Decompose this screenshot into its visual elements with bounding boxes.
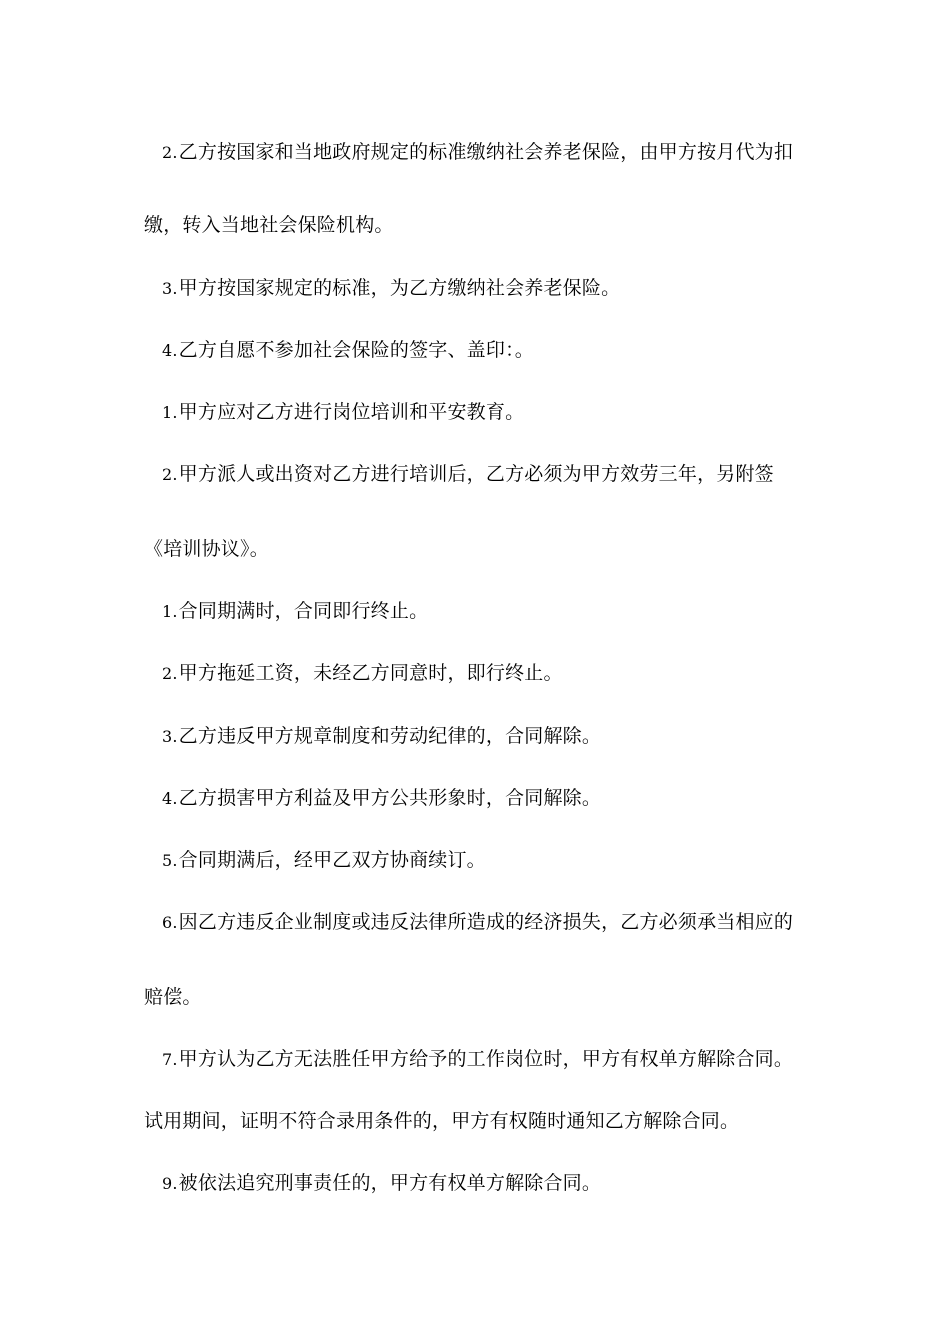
paragraph-text: 乙方自愿不参加社会保险的签字、盖印：。 [178, 339, 534, 361]
paragraph-text: 甲方派人或出资对乙方进行培训后，乙方必须为甲方效劳三年，另附签 [178, 463, 774, 485]
paragraph-text: 因乙方违反企业制度或违反法律所造成的经济损失，乙方必须承当相应的 [178, 911, 794, 933]
item-number: 4. [162, 341, 178, 360]
item-number: 1. [162, 403, 178, 422]
item-number: 4. [162, 789, 178, 808]
paragraph [162, 462, 774, 487]
item-number: 2. [162, 465, 178, 484]
paragraph [162, 599, 428, 624]
paragraph [162, 786, 601, 811]
paragraph-text: 甲方拖延工资，未经乙方同意时，即行终止。 [178, 662, 563, 684]
paragraph [162, 910, 793, 935]
item-number: 2. [162, 143, 178, 162]
paragraph [162, 1171, 601, 1196]
paragraph [162, 140, 793, 165]
item-number: 1. [162, 602, 178, 621]
paragraph [162, 661, 563, 686]
paragraph-text: 被依法追究刑事责任的，甲方有权单方解除合同。 [178, 1172, 602, 1194]
paragraph-continuation [144, 1109, 739, 1133]
paragraph-continuation [144, 537, 269, 561]
paragraph [162, 724, 601, 749]
paragraph-text: 乙方按国家和当地政府规定的标准缴纳社会养老保险，由甲方按月代为扣 [178, 141, 794, 163]
paragraph-text: 甲方应对乙方进行岗位培训和平安教育。 [178, 401, 525, 423]
paragraph-text: 合同期满时，合同即行终止。 [178, 600, 429, 622]
paragraph [162, 276, 620, 301]
item-number: 5. [162, 851, 178, 870]
paragraph-continuation [144, 213, 394, 237]
item-number: 9. [162, 1174, 178, 1193]
item-number: 2. [162, 664, 178, 683]
paragraph-text: 《培训协议》。 [144, 538, 269, 560]
item-number: 7. [162, 1050, 178, 1069]
paragraph-continuation [144, 985, 202, 1009]
paragraph-text: 试用期间，证明不符合录用条件的，甲方有权随时通知乙方解除合同。 [144, 1110, 740, 1132]
paragraph-text: 甲方按国家规定的标准，为乙方缴纳社会养老保险。 [178, 277, 621, 299]
paragraph [162, 400, 524, 425]
paragraph-text: 缴，转入当地社会保险机构。 [144, 214, 394, 236]
paragraph [162, 848, 486, 873]
paragraph-text: 赔偿。 [144, 986, 202, 1008]
item-number: 3. [162, 727, 178, 746]
paragraph [162, 338, 534, 363]
paragraph-text: 合同期满后，经甲乙双方协商续订。 [178, 849, 486, 871]
item-number: 6. [162, 913, 178, 932]
paragraph-text: 甲方认为乙方无法胜任甲方给予的工作岗位时，甲方有权单方解除合同。 [178, 1048, 794, 1070]
paragraph [162, 1047, 793, 1072]
paragraph-text: 乙方损害甲方利益及甲方公共形象时，合同解除。 [178, 787, 602, 809]
item-number: 3. [162, 279, 178, 298]
paragraph-text: 乙方违反甲方规章制度和劳动纪律的，合同解除。 [178, 725, 602, 747]
